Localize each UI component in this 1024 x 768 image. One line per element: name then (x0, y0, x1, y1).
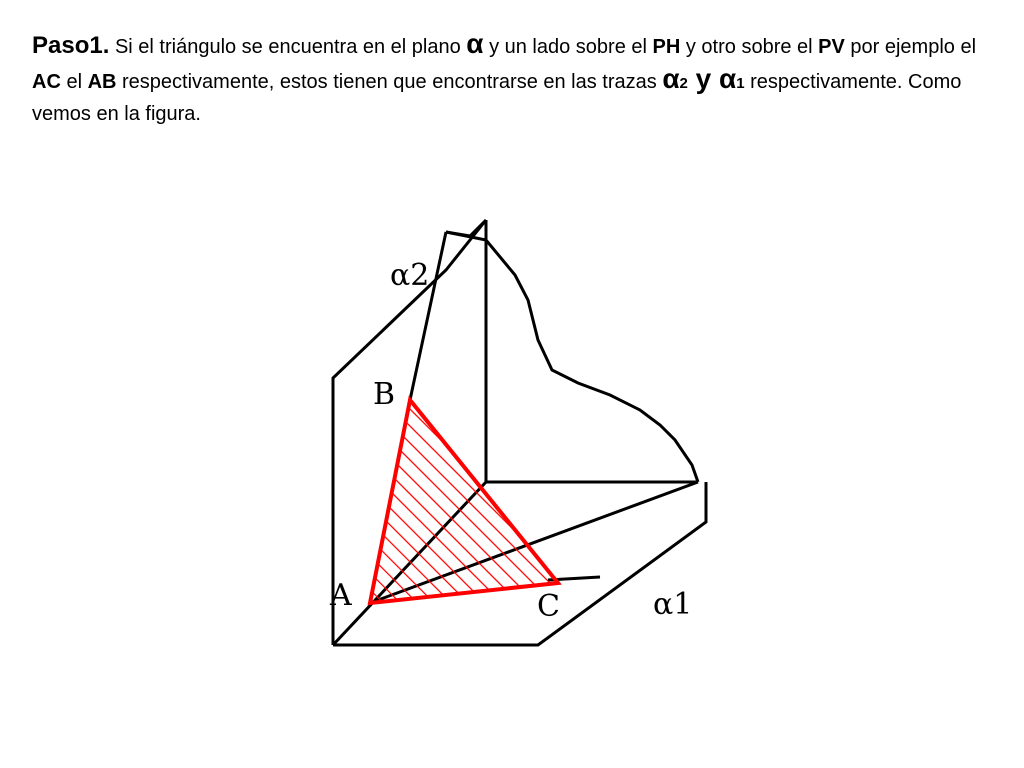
text-part-6: respectivamente, estos tienen que encontrarse en las trazas (116, 71, 663, 93)
text-part-3: y otro sobre el (680, 36, 819, 58)
label-b: B (373, 377, 396, 412)
alpha2-symbol: α (662, 63, 680, 94)
triangle-abc (370, 400, 558, 603)
label-c: C (537, 589, 560, 624)
pv-term: PV (818, 36, 845, 58)
label-alpha2: α2 (390, 258, 430, 293)
ph-term: PH (652, 36, 681, 58)
text-part-4: por ejemplo el (844, 36, 977, 58)
conjunction-y: y (687, 63, 720, 94)
ab-term: AB (87, 71, 117, 93)
alpha-symbol: α (466, 28, 484, 59)
text-part-1: Si el triángulo se encuentra en el plano (109, 36, 467, 58)
text-part-2: y un lado sobre el (483, 36, 653, 58)
alpha1-symbol: α (719, 63, 737, 94)
label-alpha1: α1 (653, 587, 693, 622)
alpha1-subscript: 1 (736, 75, 745, 92)
text-part-7: respectivamente. Como vemos en la figura. (32, 71, 962, 125)
label-a: A (330, 578, 352, 613)
alpha2-subscript: 2 (679, 75, 688, 92)
alpha-plane-boundary (446, 232, 698, 482)
alpha-plane-top (446, 220, 486, 236)
ac-term: AC (32, 71, 61, 93)
text-part-5: el (60, 71, 88, 93)
step-title: Paso1. (32, 32, 110, 59)
